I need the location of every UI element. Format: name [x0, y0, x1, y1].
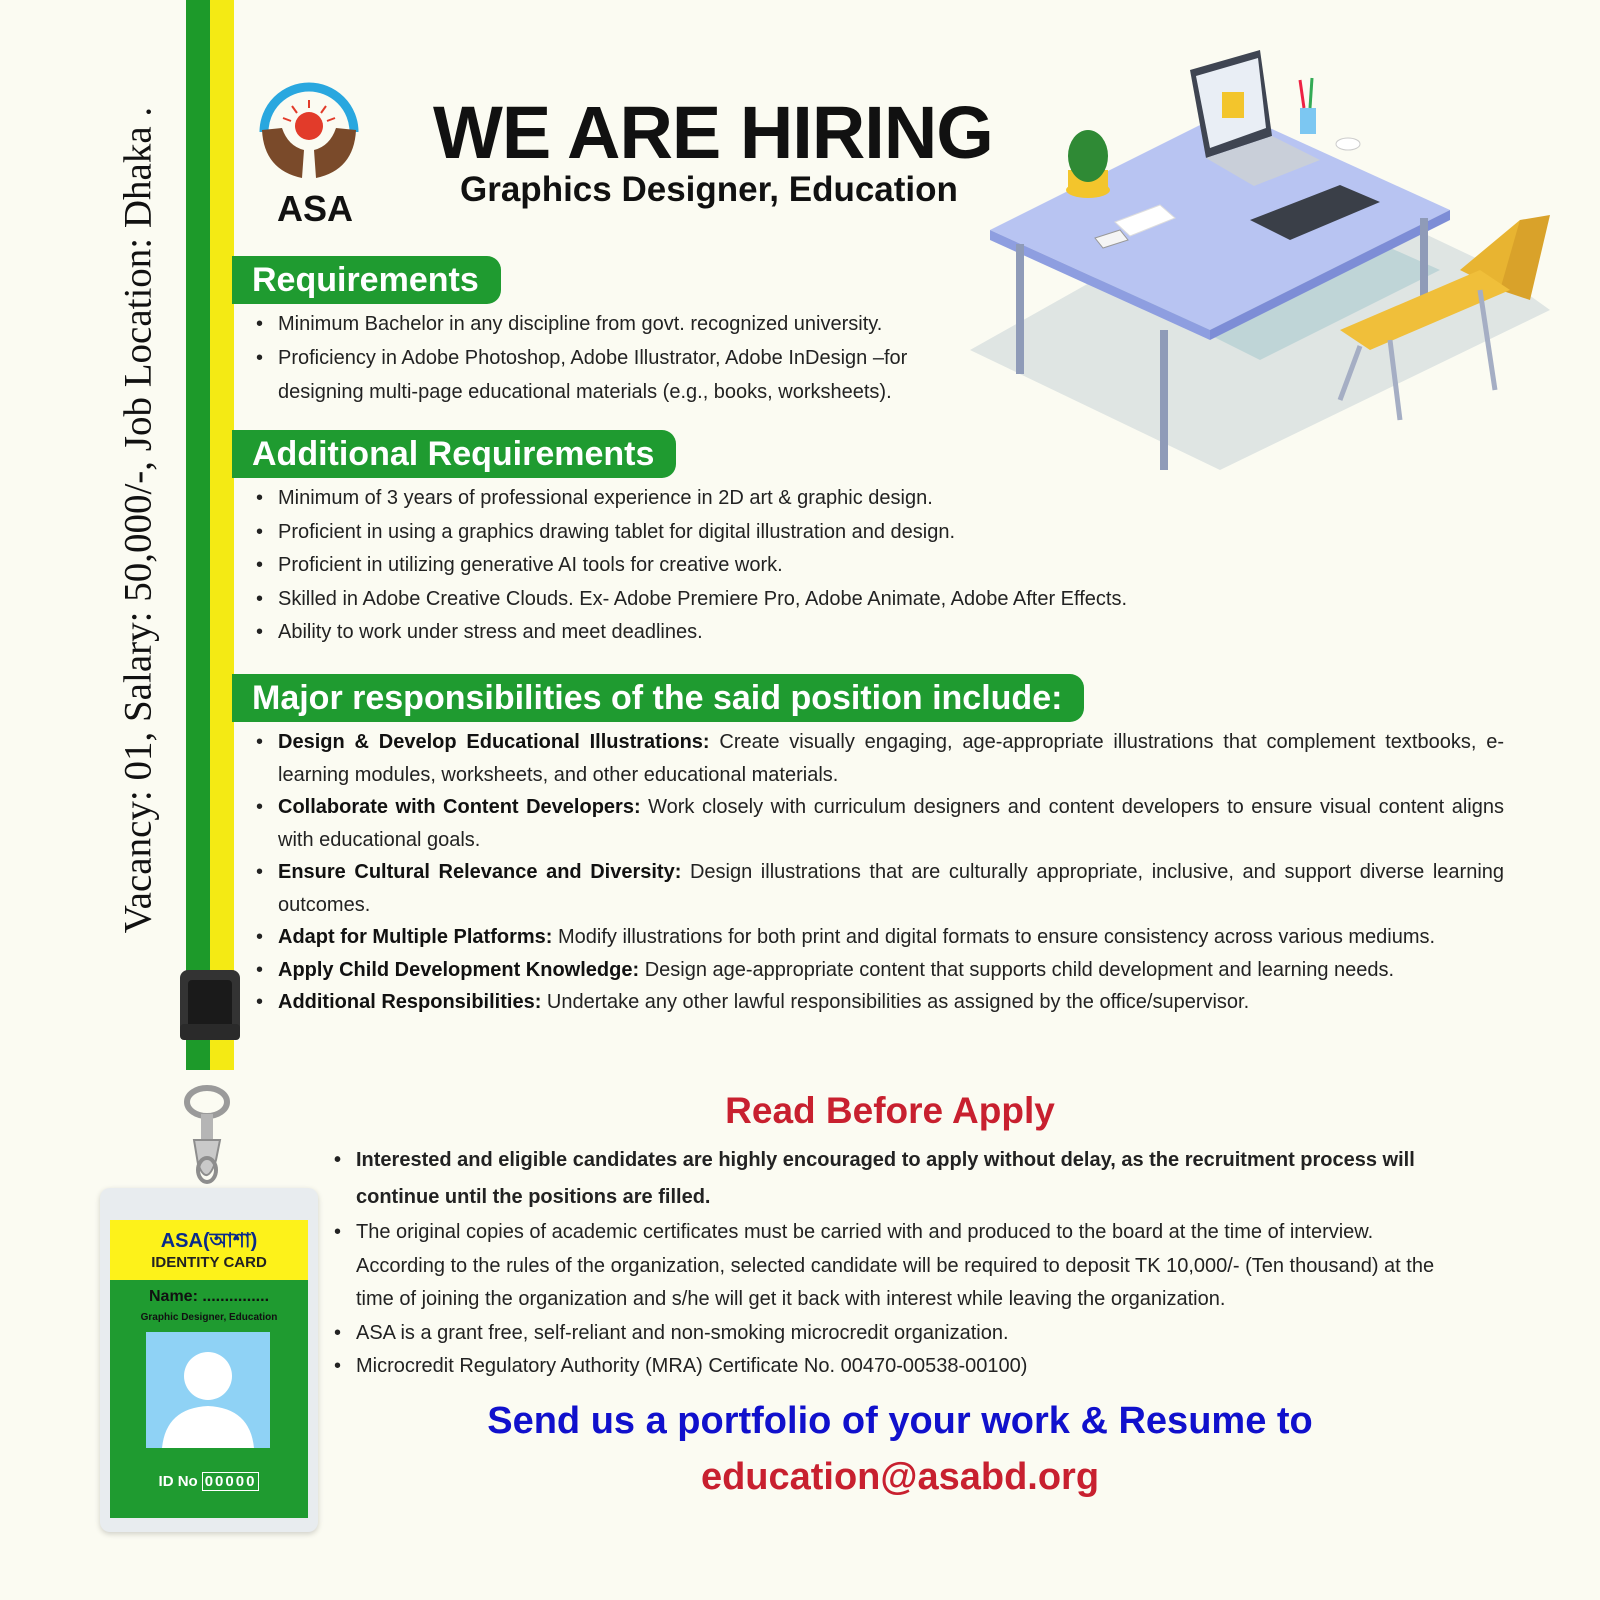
apply-email-link[interactable]: education@asabd.org — [700, 1456, 1100, 1498]
list-item: • Minimum Bachelor in any discipline from govt. recognized university. — [252, 307, 972, 341]
requirements-heading: Requirements — [232, 256, 501, 304]
responsibility-text: Create visually engaging, age-appropriate illustrations that complement textbooks, e-learning modules, worksheets, and other educational materials. — [278, 731, 1504, 786]
responsibility-label: Additional Responsibilities: — [278, 991, 542, 1013]
list-item: • Minimum of 3 years of professional experience in 2D art & graphic design. — [252, 482, 1232, 516]
lanyard-buckle-icon — [180, 970, 240, 1090]
additional-requirements-list — [252, 482, 1232, 650]
id-number-digits: 00000 — [202, 1472, 260, 1491]
list-item: • Skilled in Adobe Creative Clouds. Ex- Adobe Premiere Pro, Adobe Animate, Adobe After Effects. — [252, 583, 1232, 617]
list-item: • Interested and eligible candidates are highly encouraged to apply without delay, as the recruitment process will continue until the positions are filled. — [330, 1142, 1460, 1216]
list-item: • ASA is a grant free, self-reliant and non-smoking microcredit organization. — [330, 1317, 1460, 1351]
list-item: • The original copies of academic certificates must be carried with and produced to the board at the time of interview. According to the rules of the organization, selected candidate will be required to deposit TK 10,000/- (Ten thousand) at the time of joining the organization and s/he will get it back with interest while leaving the organization. — [330, 1216, 1460, 1317]
read-before-apply-heading: Read Before Apply — [725, 1090, 1055, 1131]
list-item: • Proficiency in Adobe Photoshop, Adobe Illustrator, Adobe InDesign –for designing multi-page educational materials (e.g., books, worksheets). — [252, 341, 972, 409]
headline: WE ARE HIRING — [433, 91, 993, 174]
responsibilities-list — [252, 726, 1504, 1019]
responsibility-label: Ensure Cultural Relevance and Diversity: — [278, 861, 682, 883]
responsibility-text: Design age-appropriate content that supports child development and learning needs. — [639, 958, 1395, 981]
vacancy-salary-location-text: Vacancy: 01, Salary: 50,000/-, Job Location: Dhaka . — [116, 106, 160, 934]
list-item — [252, 791, 1504, 856]
apply-instruction: Send us a portfolio of your work & Resume to — [487, 1400, 1313, 1442]
list-item — [252, 856, 1504, 921]
id-card-name: Name: ............... — [148, 1288, 270, 1305]
list-item — [252, 954, 1504, 987]
responsibility-label: Design & Develop Educational Illustrations: — [278, 731, 710, 753]
responsibility-text: Undertake any other lawful responsibilities as assigned by the office/supervisor. — [541, 991, 1250, 1013]
responsibility-text: Design illustrations that are culturally appropriate, inclusive, and support diverse learning outcomes. — [278, 861, 1505, 916]
list-item: • Ability to work under stress and meet deadlines. — [252, 616, 1232, 650]
asa-sun-hands-logo — [256, 80, 362, 184]
responsibility-label: Adapt for Multiple Platforms: — [278, 926, 553, 948]
id-number-label: ID No — [158, 1473, 198, 1490]
id-card-title: IDENTITY CARD — [151, 1254, 267, 1271]
list-item — [252, 726, 1504, 791]
list-item — [252, 986, 1504, 1019]
list-item: • Proficient in using a graphics drawing tablet for digital illustration and design. — [252, 516, 1232, 550]
id-card-brand: ASA(আশা) — [160, 1230, 258, 1252]
responsibilities-heading: Major responsibilities of the said position include: — [232, 674, 1084, 722]
requirements-list — [252, 307, 972, 409]
list-item — [252, 921, 1504, 954]
responsibility-text: Work closely with curriculum designers and content developers to ensure visual content aligns with educational goals. — [278, 796, 1504, 851]
additional-requirements-heading: Additional Requirements — [232, 430, 676, 478]
desk-workspace-illustration — [960, 40, 1560, 480]
responsibility-label: Collaborate with Content Developers: — [278, 796, 641, 818]
lanyard-strap — [186, 0, 234, 980]
list-item: • Microcredit Regulatory Authority (MRA) Certificate No. 00470-00538-00100) — [330, 1350, 1460, 1384]
responsibility-label: Apply Child Development Knowledge: — [278, 958, 640, 981]
responsibility-text: Modify illustrations for both print and digital formats to ensure consistency across various mediums. — [552, 926, 1436, 948]
list-item: • Proficient in utilizing generative AI tools for creative work. — [252, 549, 1232, 583]
read-before-apply-list — [330, 1142, 1460, 1384]
logo-text: ASA — [277, 188, 354, 229]
id-card-role: Graphic Designer, Education — [140, 1312, 278, 1323]
job-title: Graphics Designer, Education — [460, 170, 958, 209]
